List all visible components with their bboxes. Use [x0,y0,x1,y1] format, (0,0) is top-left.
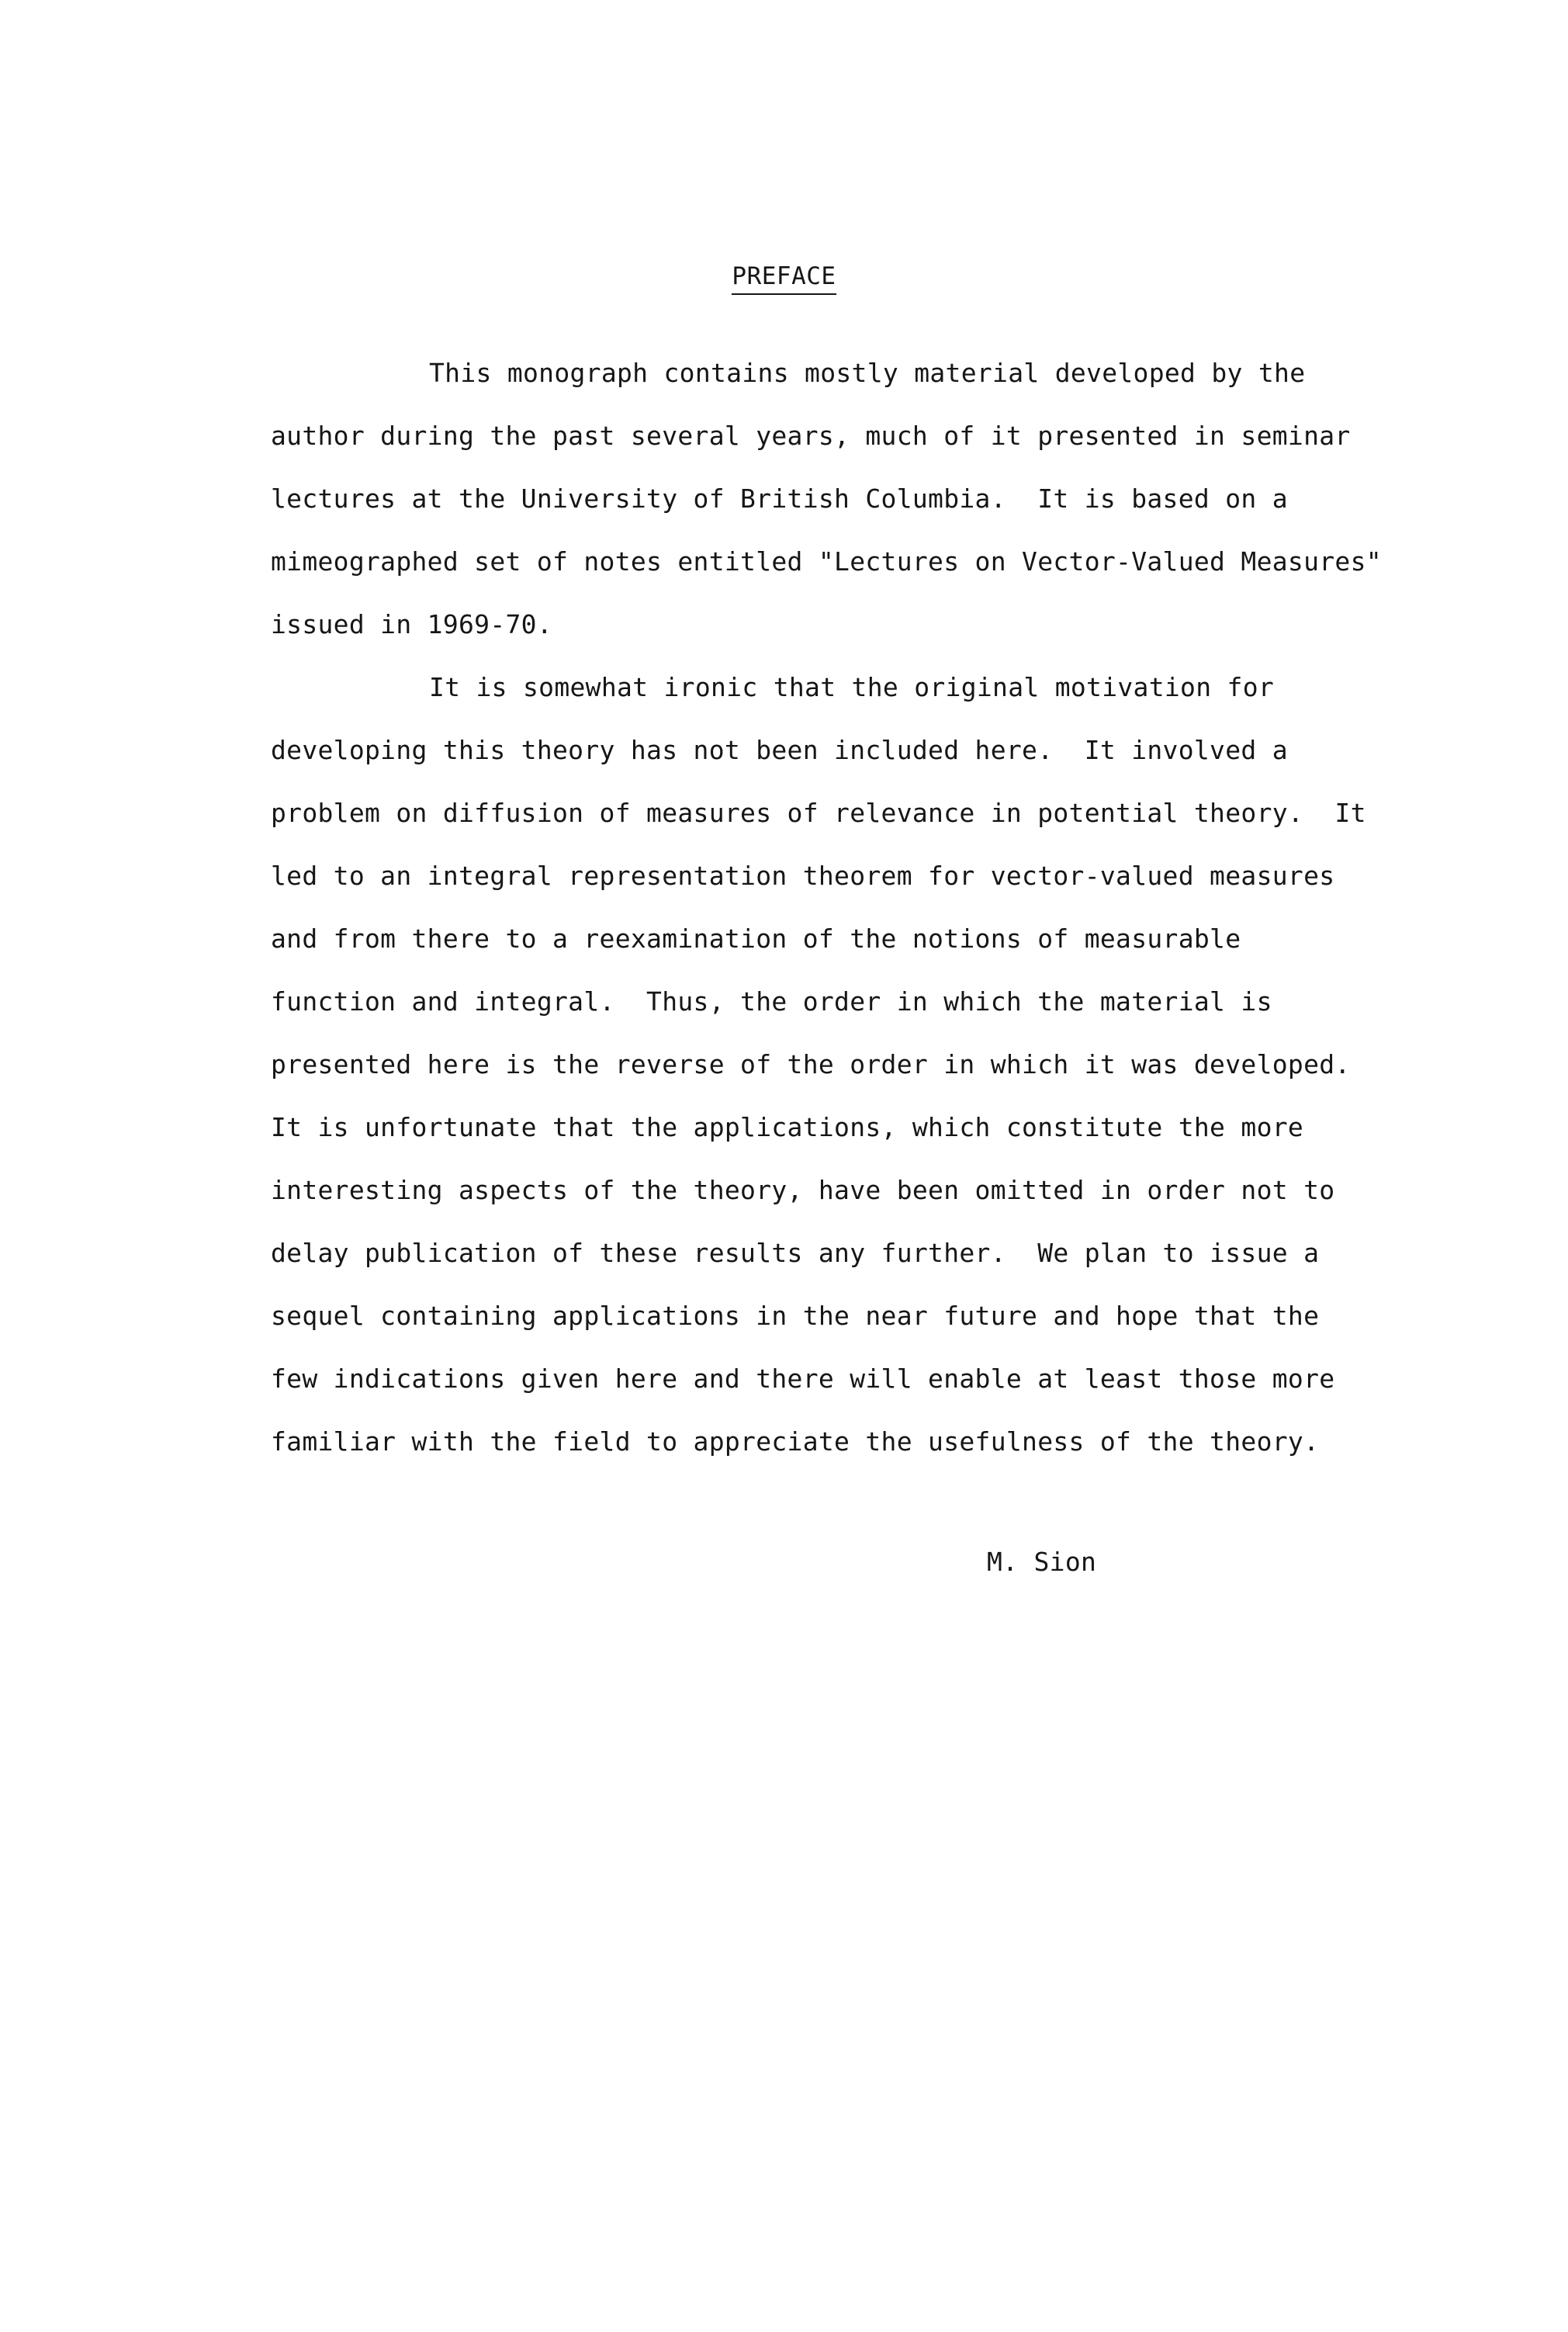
paragraph-2-line-10: delay publication of these results any further. We plan to issue a [271,1238,1320,1268]
page-title-text: PREFACE [732,261,836,295]
paragraph-1-line-3: lectures at the University of British Columbia. It is based on a [271,483,1288,514]
paragraph-2-line-12: few indications given here and there will enable at least those more [271,1364,1335,1394]
paragraph-2-line-7: presented here is the reverse of the order in which it was developed. [271,1049,1351,1079]
paragraph-1-line-5: issued in 1969-70. [271,609,553,639]
paragraph-2-line-11: sequel containing applications in the near future and hope that the [271,1301,1320,1331]
paragraph-2-line-2: developing this theory has not been included here. It involved a [271,735,1288,765]
paragraph-2-line-4: led to an integral representation theorem for vector-valued measures [271,861,1335,891]
paragraph-2-line-9: interesting aspects of the theory, have been omitted in order not to [271,1175,1335,1205]
author-signature: M. Sion [987,1547,1097,1577]
page-title [0,261,1568,295]
paragraph-1-line-1: This monograph contains mostly material developed by the [429,358,1306,388]
paragraph-1-line-4: mimeographed set of notes entitled "Lectures on Vector-Valued Measures" [271,546,1382,577]
paragraph-1-line-2: author during the past several years, much of it presented in seminar [271,421,1351,451]
paragraph-2-line-13: familiar with the field to appreciate the usefulness of the theory. [271,1426,1320,1457]
paragraph-2-line-5: and from there to a reexamination of the notions of measurable [271,923,1241,954]
paragraph-2-line-6: function and integral. Thus, the order in which the material is [271,986,1272,1017]
paragraph-2-line-8: It is unfortunate that the applications, which constitute the more [271,1112,1304,1142]
preface-body [271,341,1382,1473]
paragraph-2-line-1: It is somewhat ironic that the original motivation for [429,672,1275,702]
paragraph-2-line-3: problem on diffusion of measures of relevance in potential theory. It [271,798,1366,828]
